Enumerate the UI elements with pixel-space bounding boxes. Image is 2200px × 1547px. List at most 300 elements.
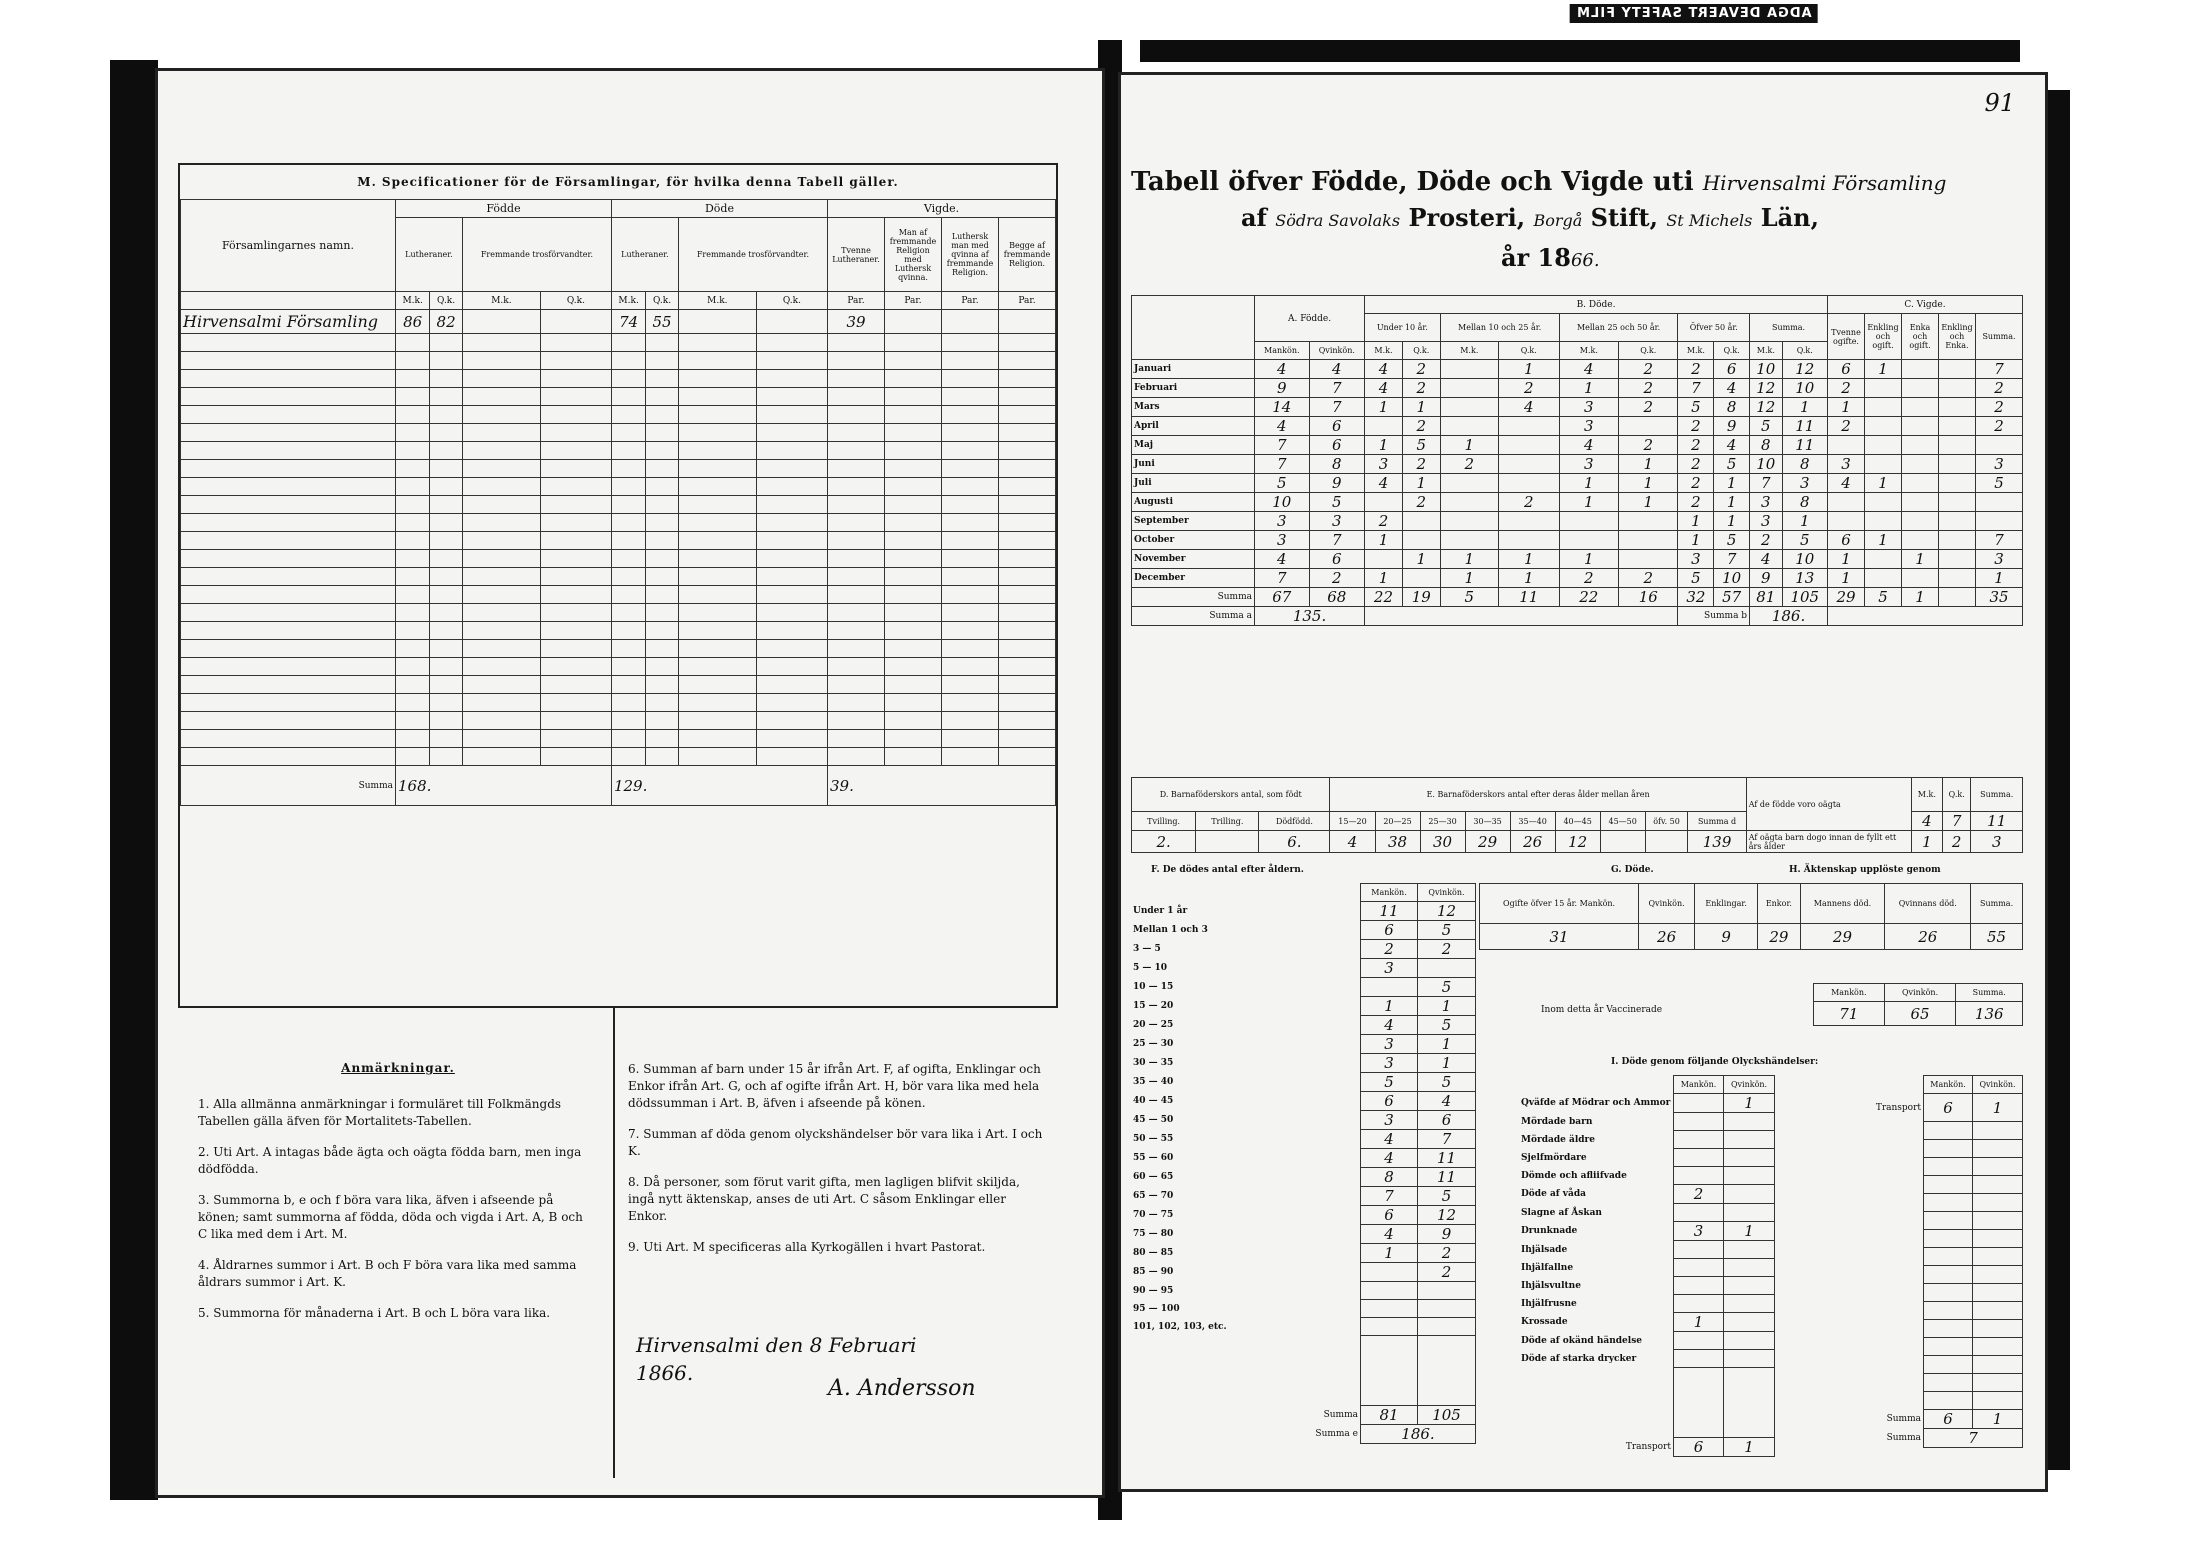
spec-blank-cell (678, 514, 756, 532)
f-age: Under 1 år (1133, 906, 1188, 916)
spec-blank-cell (396, 640, 430, 658)
e-col: 15—20 (1330, 812, 1375, 831)
month-cell: 7 (1309, 531, 1364, 550)
e-val (1600, 831, 1645, 853)
spec-blank-cell (646, 712, 679, 730)
head-b: B. Döde. (1365, 296, 1828, 314)
spec-blank-cell (678, 622, 756, 640)
page-number: 91 (1984, 89, 2015, 117)
month-cell: 2 (1498, 379, 1559, 398)
f-q: 1 (1418, 1054, 1476, 1073)
spec-blank-cell (885, 658, 942, 676)
transport-table (1779, 1075, 2023, 1448)
i-q (1724, 1131, 1775, 1149)
spec-blank-cell (396, 658, 430, 676)
head-c-col-3: Enka och ogift. (1902, 314, 1939, 360)
spec-blank-cell (181, 442, 396, 460)
month-cell (1902, 512, 1939, 531)
de-table (1131, 777, 2023, 853)
month-cell (1939, 512, 1976, 531)
e-val: 29 (1465, 831, 1510, 853)
month-cell (1902, 436, 1939, 455)
e-col: öfv. 50 (1645, 812, 1688, 831)
spec-blank-cell (396, 478, 430, 496)
spec-blank-cell (942, 388, 999, 406)
hdr-mk: M.k. (396, 292, 430, 310)
spec-blank-cell (999, 352, 1056, 370)
spec-blank-cell (540, 658, 611, 676)
f-q: 7 (1418, 1130, 1476, 1149)
month-cell: 1 (1619, 493, 1678, 512)
spec-blank-cell (678, 640, 756, 658)
spec-blank-cell (678, 658, 756, 676)
summa-cell: 57 (1714, 588, 1750, 607)
month-cell (1402, 512, 1440, 531)
spec-blank-cell (756, 424, 827, 442)
spec-blank-cell (462, 712, 540, 730)
legit-label-2: Af oägta barn dogo innan de fyllt ett års ålder (1746, 831, 1911, 853)
spec-blank-cell (611, 748, 645, 766)
spec-blank-cell (942, 478, 999, 496)
month-cell: 8 (1714, 398, 1750, 417)
t-blank-cell (1973, 1212, 2023, 1230)
t-summa-q: 1 (1973, 1410, 2023, 1429)
spec-blank-cell (999, 424, 1056, 442)
e-col: 25—30 (1420, 812, 1465, 831)
legit-head-qk: Q.k. (1942, 778, 1970, 812)
spec-blank-cell (430, 730, 463, 748)
i-q (1724, 1350, 1775, 1368)
spec-blank-cell (828, 406, 885, 424)
t-blank-cell (1973, 1284, 2023, 1302)
spec-blank-cell (611, 478, 645, 496)
spec-blank-row (181, 622, 1056, 640)
spec-blank-cell (430, 568, 463, 586)
summa-cell: 19 (1402, 588, 1440, 607)
i-transport-q: 1 (1724, 1438, 1775, 1457)
spec-blank-cell (942, 334, 999, 352)
month-cell: 2 (1440, 455, 1498, 474)
month-cell (1939, 379, 1976, 398)
e-val: 26 (1510, 831, 1555, 853)
spec-blank-cell (828, 712, 885, 730)
title-year-pre: år 18 (1501, 243, 1571, 272)
summa-a-value: 135. (1255, 607, 1365, 626)
month-cell: 1 (1559, 379, 1618, 398)
i-row (1519, 1259, 1775, 1277)
f-q: 5 (1418, 1187, 1476, 1206)
spec-blank-cell (462, 532, 540, 550)
month-cell: 12 (1750, 398, 1782, 417)
month-cell: 2 (1402, 493, 1440, 512)
summa-cell: 32 (1678, 588, 1714, 607)
spec-blank-cell (756, 550, 827, 568)
month-cell: 1 (1559, 474, 1618, 493)
month-cell: 2 (1365, 512, 1403, 531)
fodde-mk: 86 (396, 310, 430, 334)
f-row (1131, 1263, 1476, 1282)
month-cell (1939, 550, 1976, 569)
month-cell: 7 (1976, 531, 2023, 550)
d-col-tvilling: Tvilling. (1132, 812, 1196, 831)
t-summa-label: Summa (1886, 1414, 1921, 1424)
spec-blank-cell (646, 370, 679, 388)
spec-blank-cell (540, 532, 611, 550)
f-m: 3 (1361, 959, 1418, 978)
f-age: 10 — 15 (1133, 982, 1174, 992)
spec-blank-cell (181, 532, 396, 550)
month-cell: 2 (1619, 398, 1678, 417)
t-blank-cell (1924, 1122, 1973, 1140)
f-m: 1 (1361, 997, 1418, 1016)
i-row (1519, 1185, 1775, 1204)
f-row (1131, 1318, 1476, 1336)
t-blank-cell (1779, 1248, 1924, 1266)
spec-blank-cell (396, 388, 430, 406)
f-row (1131, 1111, 1476, 1130)
spec-blank-cell (942, 694, 999, 712)
i-cause: Mördade äldre (1521, 1134, 1595, 1145)
spec-blank-cell (540, 442, 611, 460)
month-cell: 7 (1750, 474, 1782, 493)
month-cell: 2 (1619, 379, 1678, 398)
month-cell (1865, 569, 1902, 588)
spec-blank-cell (885, 550, 942, 568)
spec-blank-cell (678, 586, 756, 604)
month-cell: 6 (1714, 360, 1750, 379)
spec-blank-cell (942, 532, 999, 550)
t-blank-cell (1779, 1140, 1924, 1158)
month-cell: 5 (1714, 455, 1750, 474)
right-page (1118, 72, 2048, 1492)
notes-title: Anmärkningar. (341, 1061, 455, 1075)
f-row (1131, 1187, 1476, 1206)
title-lan: Län, (1760, 203, 1819, 232)
spec-blank-cell (885, 424, 942, 442)
month-row (1132, 360, 2023, 379)
spec-table (180, 199, 1056, 806)
month-cell (1902, 474, 1939, 493)
t-blank-cell (1924, 1320, 1973, 1338)
title-stift-hand: Borgå (1533, 211, 1583, 230)
spec-blank-cell (756, 460, 827, 478)
spec-blank-cell (885, 748, 942, 766)
f-age: 30 — 35 (1133, 1058, 1174, 1068)
sub-lutheraner-dode: Lutheraner. (611, 218, 678, 292)
spec-blank-cell (756, 370, 827, 388)
spec-blank-cell (828, 442, 885, 460)
month-cell: 1 (1865, 474, 1902, 493)
t-transport-label: Transport (1875, 1102, 1921, 1113)
month-cell: 2 (1678, 360, 1714, 379)
note-8: 8. Då personer, som förut varit gifta, men lagligen blifvit skiljda, ingå nytt äktenskap, anses de uti Art. C såsom Enklingar eller Enkor. (628, 1175, 1020, 1223)
f-age: 50 — 55 (1133, 1134, 1174, 1144)
spec-blank-cell (462, 424, 540, 442)
f-age: 55 — 60 (1133, 1153, 1174, 1163)
sub-luthersk-man: Luthersk man med qvinna af fremmande Religion. (942, 218, 999, 292)
head-a-qvinkon: Qvinkön. (1309, 342, 1364, 360)
month-name: Mars (1132, 398, 1255, 417)
spec-blank-cell (181, 730, 396, 748)
month-cell: 10 (1255, 493, 1310, 512)
i-row (1519, 1149, 1775, 1167)
month-cell: 1 (1828, 550, 1865, 569)
month-cell (1865, 417, 1902, 436)
spec-title: M. Specificationer för de Församlingar, för hvilka denna Tabell gäller. (357, 175, 899, 189)
spec-blank-cell (999, 406, 1056, 424)
spec-blank-cell (430, 424, 463, 442)
spec-blank-cell (756, 568, 827, 586)
spec-blank-cell (942, 424, 999, 442)
month-cell (1365, 417, 1403, 436)
t-blank-cell (1924, 1248, 1973, 1266)
spec-blank-row (181, 658, 1056, 676)
head-qk: Q.k. (1498, 342, 1559, 360)
spec-blank-cell (828, 640, 885, 658)
g-col-enklingar: Enklingar. (1695, 884, 1758, 924)
month-cell: 1 (1976, 569, 2023, 588)
month-cell (1619, 512, 1678, 531)
vacc-head-q: Qvinkön. (1884, 984, 1956, 1002)
note-3: 3. Summorna b, e och f böra vara lika, äfven i afseende på könen; samt summorna af födda, döda och vigda i Art. A, B och C lika med dem i Art. M. (198, 1193, 583, 1241)
spec-blank-row (181, 640, 1056, 658)
f-m: 4 (1361, 1130, 1418, 1149)
spec-blank-cell (540, 424, 611, 442)
month-cell: 1 (1402, 550, 1440, 569)
month-cell: 3 (1255, 512, 1310, 531)
spec-blank-cell (462, 658, 540, 676)
hdr-qk: Q.k. (540, 292, 611, 310)
t-blank-cell (1973, 1248, 2023, 1266)
i-q (1724, 1241, 1775, 1259)
head-over50: Öfver 50 år. (1678, 314, 1750, 342)
spec-blank-row (181, 568, 1056, 586)
month-cell: 2 (1309, 569, 1364, 588)
spec-blank-cell (756, 406, 827, 424)
month-cell: 1 (1559, 493, 1618, 512)
month-cell: 2 (1619, 569, 1678, 588)
spec-blank-cell (885, 694, 942, 712)
spec-blank-cell (611, 532, 645, 550)
month-cell: 1 (1402, 398, 1440, 417)
month-row (1132, 512, 2023, 531)
spec-blank-cell (756, 514, 827, 532)
month-cell (1440, 531, 1498, 550)
spec-blank-cell (462, 388, 540, 406)
month-cell: 3 (1559, 455, 1618, 474)
spec-blank-cell (678, 496, 756, 514)
t-blank-cell (1779, 1374, 1924, 1392)
spec-blank-cell (942, 658, 999, 676)
spec-blank-cell (181, 478, 396, 496)
spec-blank-cell (646, 676, 679, 694)
month-cell: 5 (1750, 417, 1782, 436)
spec-blank-cell (885, 478, 942, 496)
note-2: 2. Uti Art. A intagas både ägta och oägta födda barn, men inga dödfödda. (198, 1145, 582, 1176)
hdr-qk: Q.k. (430, 292, 463, 310)
month-cell: 9 (1255, 379, 1310, 398)
spec-blank-row (181, 334, 1056, 352)
spec-blank-cell (942, 676, 999, 694)
t-blank-row (1779, 1374, 2023, 1392)
month-cell: 10 (1750, 455, 1782, 474)
spec-blank-cell (999, 730, 1056, 748)
month-cell: 4 (1365, 474, 1403, 493)
h-val-mannens: 29 (1800, 924, 1885, 950)
spec-blank-cell (611, 730, 645, 748)
hdr-par: Par. (942, 292, 999, 310)
month-cell (1440, 360, 1498, 379)
spec-blank-cell (181, 460, 396, 478)
spec-blank-cell (462, 370, 540, 388)
i-row (1519, 1204, 1775, 1222)
spec-blank-row (181, 514, 1056, 532)
spec-blank-cell (430, 658, 463, 676)
summa-cell: 29 (1828, 588, 1865, 607)
i-cause: Ihjälfallne (1521, 1262, 1574, 1273)
spec-blank-cell (396, 496, 430, 514)
f-age: 90 — 95 (1133, 1285, 1174, 1296)
spec-blank-cell (430, 748, 463, 766)
spec-blank-cell (396, 334, 430, 352)
month-cell: 2 (1619, 436, 1678, 455)
month-cell: 1 (1365, 398, 1403, 417)
spec-summa-label: Summa (181, 766, 396, 806)
month-cell: 3 (1559, 417, 1618, 436)
i-cause: Döde af starka drycker (1521, 1353, 1637, 1364)
month-cell: 12 (1750, 379, 1782, 398)
f-row (1131, 1149, 1476, 1168)
spec-blank-cell (396, 586, 430, 604)
t-blank-row (1779, 1302, 2023, 1320)
f-row (1131, 1016, 1476, 1035)
i-q (1724, 1259, 1775, 1277)
title-lan-hand: St Michels (1666, 211, 1753, 230)
spec-blank-cell (828, 352, 885, 370)
month-cell: 5 (1678, 398, 1714, 417)
spec-blank-cell (430, 640, 463, 658)
spec-blank-cell (885, 604, 942, 622)
month-cell (1559, 531, 1618, 550)
t-transport-m: 6 (1924, 1094, 1973, 1122)
f-q: 11 (1418, 1149, 1476, 1168)
main-title (1131, 167, 2031, 197)
summa-cell: 81 (1750, 588, 1782, 607)
month-name: Juni (1132, 455, 1255, 474)
legit-head-mk: M.k. (1911, 778, 1942, 812)
spec-blank-cell (646, 406, 679, 424)
d-col-dodfodd: Dödfödd. (1259, 812, 1330, 831)
month-name: December (1132, 569, 1255, 588)
i-q (1724, 1332, 1775, 1350)
h-val-qvinnans: 26 (1885, 924, 1971, 950)
spec-blank-cell (181, 676, 396, 694)
spec-blank-cell (462, 514, 540, 532)
f-q: 1 (1418, 997, 1476, 1016)
month-cell (1902, 569, 1939, 588)
month-cell: 7 (1255, 569, 1310, 588)
i-m (1674, 1241, 1724, 1259)
spec-blank-row (181, 604, 1056, 622)
note-1: 1. Alla allmänna anmärkningar i formuläret till Folkmängds Tabellen gälla äfven för Mortalitets-Tabellen. (198, 1097, 562, 1128)
month-cell: 3 (1559, 398, 1618, 417)
spec-blank-cell (828, 370, 885, 388)
f-row (1131, 1206, 1476, 1225)
month-cell (1440, 474, 1498, 493)
spec-blank-cell (678, 370, 756, 388)
spec-blank-cell (462, 550, 540, 568)
spec-blank-cell (999, 748, 1056, 766)
f-summa-m: 81 (1361, 1406, 1418, 1425)
head-mk: M.k. (1750, 342, 1782, 360)
f-row (1131, 1092, 1476, 1111)
t-blank-cell (1924, 1374, 1973, 1392)
sub-begge: Begge af fremmande Religion. (999, 218, 1056, 292)
vacc-head-m: Mankön. (1814, 984, 1885, 1002)
spec-blank-cell (611, 424, 645, 442)
spec-blank-cell (396, 424, 430, 442)
spec-blank-cell (181, 622, 396, 640)
f-age: 45 — 50 (1133, 1115, 1174, 1125)
e-val: 12 (1555, 831, 1600, 853)
i-m (1674, 1332, 1724, 1350)
spec-blank-cell (396, 694, 430, 712)
month-cell: 8 (1782, 455, 1827, 474)
head-under10: Under 10 år. (1365, 314, 1441, 342)
f-m: 6 (1361, 1092, 1418, 1111)
title-text-1: Tabell öfver Födde, Döde och Vigde uti (1131, 167, 1694, 197)
i-transport-m: 6 (1674, 1438, 1724, 1457)
spec-blank-cell (430, 622, 463, 640)
title-stift: Stift, (1590, 203, 1658, 232)
t-blank-cell (1973, 1122, 2023, 1140)
summa-cell: 35 (1976, 588, 2023, 607)
t-blank-cell (1779, 1302, 1924, 1320)
spec-blank-row (181, 550, 1056, 568)
t-blank-cell (1779, 1176, 1924, 1194)
g-col-ogifte-m: Ogifte öfver 15 år. Mankön. (1480, 884, 1639, 924)
t-blank-row (1779, 1320, 2023, 1338)
month-cell: 5 (1402, 436, 1440, 455)
legit-1-summa: 11 (1971, 812, 2023, 831)
month-cell: 2 (1402, 417, 1440, 436)
f-summa-e-label: Summa e (1315, 1429, 1358, 1439)
spec-blank-cell (678, 550, 756, 568)
month-cell (1402, 569, 1440, 588)
f-summa-q: 105 (1418, 1406, 1476, 1425)
spec-blank-cell (611, 658, 645, 676)
month-cell: 1 (1365, 436, 1403, 455)
month-cell: 3 (1976, 455, 2023, 474)
f-age: 75 — 80 (1133, 1229, 1174, 1239)
t-blank-cell (1973, 1356, 2023, 1374)
left-page (155, 68, 1105, 1498)
spec-blank-cell (430, 604, 463, 622)
col-dode: Döde (611, 200, 827, 218)
i-q (1724, 1313, 1775, 1332)
month-cell: 13 (1782, 569, 1827, 588)
hdr-par: Par. (885, 292, 942, 310)
spec-blank-row (181, 586, 1056, 604)
spec-blank-row (181, 676, 1056, 694)
month-row (1132, 379, 2023, 398)
fodde-qk: 82 (430, 310, 463, 334)
sub-man-af: Man af fremmande Religion med Luthersk qvinna. (885, 218, 942, 292)
f-m: 5 (1361, 1073, 1418, 1092)
e-title: E. Barnaföderskors antal efter deras ålder mellan åren (1330, 778, 1746, 812)
notes-left (198, 1096, 593, 1336)
f-row (1131, 1300, 1476, 1318)
